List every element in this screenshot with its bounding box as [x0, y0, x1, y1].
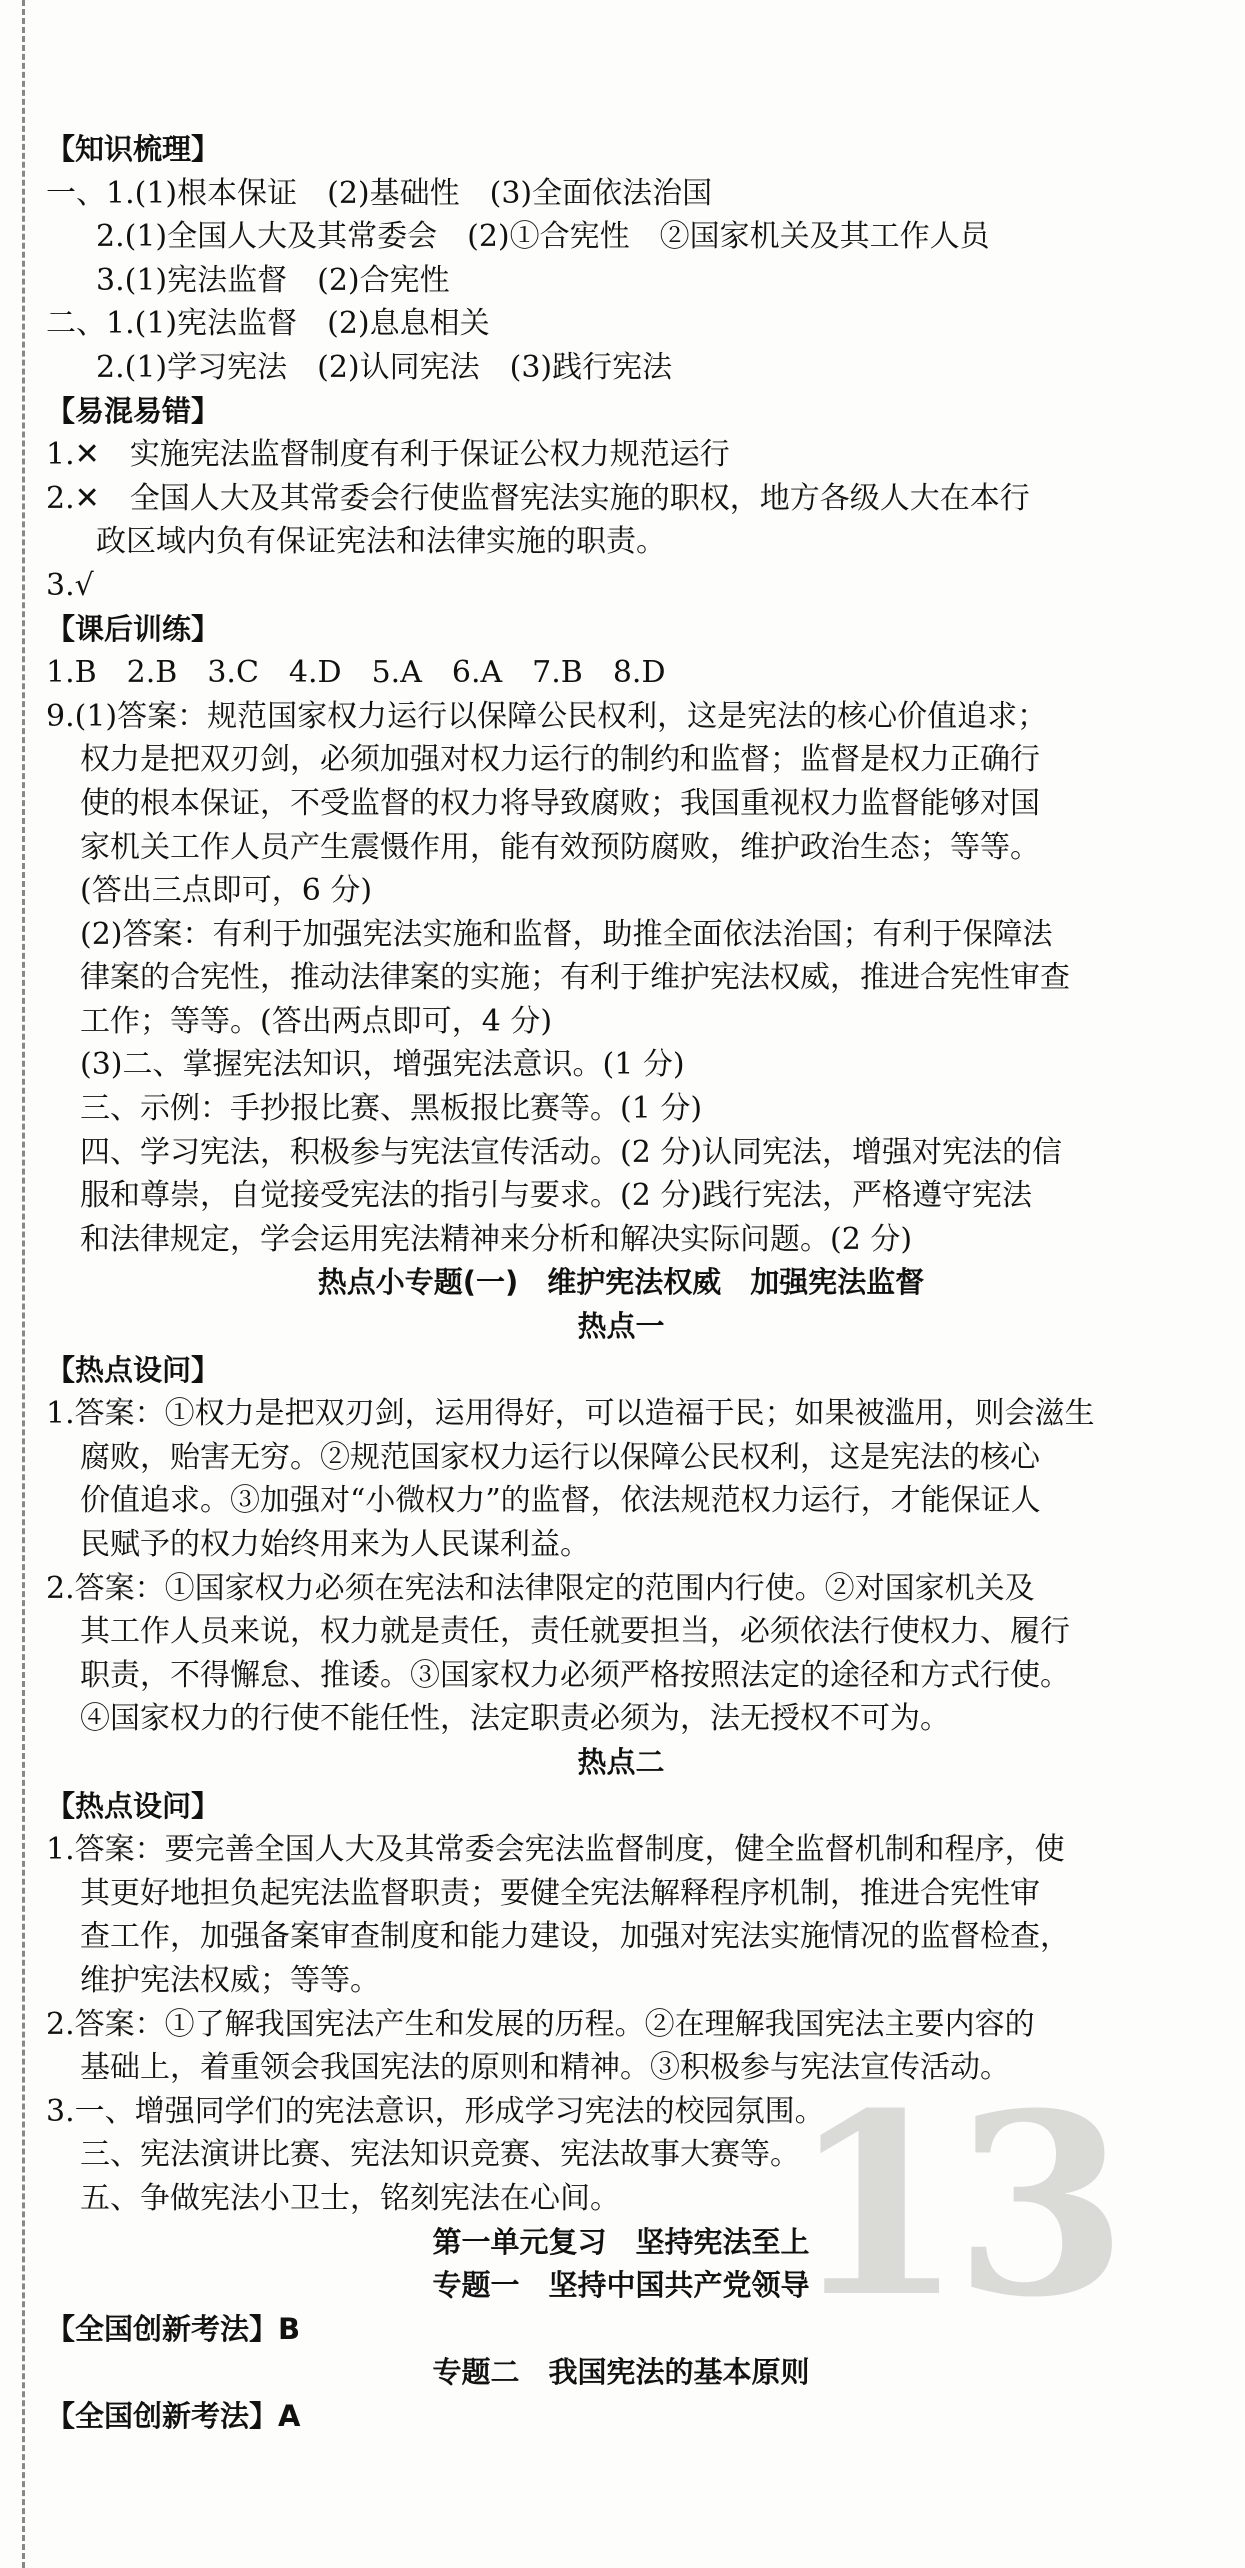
answer-line: 基础上，着重领会我国宪法的原则和精神。③积极参与宪法宣传活动。	[80, 2050, 1010, 2086]
answer-line: 权力是把双刃剑，必须加强对权力运行的制约和监督；监督是权力正确行	[80, 742, 1040, 778]
answer-line: 9.(1)答案：规范国家权力运行以保障公民权利，这是宪法的核心价值追求；	[46, 698, 1048, 734]
answer-text-body	[46, 128, 1196, 2438]
answer-line: 五、争做宪法小卫士，铭刻宪法在心间。	[80, 2180, 620, 2216]
answer-line: 其更好地担负起宪法监督职责；要健全宪法解释程序机制，推进合宪性审	[80, 1875, 1040, 1911]
section-heading: 【热点设问】	[46, 1352, 221, 1387]
topic-title: 热点二	[577, 1744, 665, 1779]
section-heading: 【知识梳理】	[46, 132, 221, 166]
section-heading: 【热点设问】	[46, 1788, 221, 1823]
topic-title: 第一单元复习 坚持宪法至上	[432, 2224, 810, 2259]
answer-line: 服和尊崇，自觉接受宪法的指引与要求。(2 分)践行宪法，严格遵守宪法	[80, 1178, 1033, 1214]
answer-line: 工作；等等。(答出两点即可，4 分)	[80, 1003, 553, 1039]
section-heading: 【全国创新考法】B	[46, 2311, 301, 2346]
topic-title: 热点小专题(一) 维护宪法权威 加强宪法监督	[317, 1265, 925, 1300]
topic-title: 专题一 坚持中国共产党领导	[432, 2268, 810, 2303]
answer-line: 2.答案：①了解我国宪法产生和发展的历程。②在理解我国宪法主要内容的	[46, 2006, 1035, 2042]
topic-title: 专题二 我国宪法的基本原则	[432, 2355, 810, 2390]
answer-line: 1.答案：要完善全国人大及其常委会宪法监督制度，健全监督机制和程序，使	[46, 1832, 1065, 1868]
answer-line: 一、1.(1)根本保证 (2)基础性 (3)全面依法治国	[46, 175, 713, 211]
binding-margin-dashes	[22, 0, 25, 2568]
answer-line: 和法律规定，学会运用宪法精神来分析和解决实际问题。(2 分)	[80, 1221, 913, 1257]
answer-line: 其工作人员来说，权力就是责任，责任就要担当，必须依法行使权力、履行	[80, 1614, 1070, 1650]
answer-line: 家机关工作人员产生震慑作用，能有效预防腐败，维护政治生态；等等。	[80, 829, 1040, 865]
answer-line: 二、1.(1)宪法监督 (2)息息相关	[46, 306, 490, 342]
answer-line: 民赋予的权力始终用来为人民谋利益。	[80, 1527, 590, 1562]
answer-line: 使的根本保证，不受监督的权力将导致腐败；我国重视权力监督能够对国	[80, 785, 1040, 821]
answer-line: 腐败，贻害无穷。②规范国家权力运行以保障公民权利，这是宪法的核心	[80, 1439, 1040, 1475]
answer-line: 四、学习宪法，积极参与宪法宣传活动。(2 分)认同宪法，增强对宪法的信	[80, 1134, 1063, 1170]
answer-line: (答出三点即可，6 分)	[80, 873, 373, 909]
answer-line: 政区域内负有保证宪法和法律实施的职责。	[96, 524, 666, 560]
page-number-watermark: 13	[790, 2058, 1118, 2352]
section-heading: 【课后训练】	[46, 611, 221, 646]
section-heading: 【易混易错】	[46, 393, 221, 428]
answer-line: 3.一、增强同学们的宪法意识，形成学习宪法的校园氛围。	[46, 2093, 825, 2129]
answer-line: 查工作，加强备案审查制度和能力建设，加强对宪法实施情况的监督检查，	[80, 1919, 1070, 1955]
answer-line: 律案的合宪性，推动法律案的实施；有利于维护宪法权威，推进合宪性审查	[80, 960, 1070, 996]
answer-line: 2.✕ 全国人大及其常委会行使监督宪法实施的职权，地方各级人大在本行	[46, 480, 1030, 516]
answer-line: 1.B 2.B 3.C 4.D 5.A 6.A 7.B 8.D	[46, 655, 666, 691]
answer-line: 3.(1)宪法监督 (2)合宪性	[96, 262, 450, 298]
answer-line: 3.√	[46, 567, 94, 603]
answer-line: 2.(1)全国人大及其常委会 (2)①合宪性 ②国家机关及其工作人员	[96, 219, 990, 255]
answer-line: 1.答案：①权力是把双刃剑，运用得好，可以造福于民；如果被滥用，则会滋生	[46, 1396, 1095, 1432]
answer-line: (3)二、掌握宪法知识，增强宪法意识。(1 分)	[80, 1047, 685, 1083]
answer-line: ④国家权力的行使不能任性，法定职责必须为，法无授权不可为。	[80, 1701, 950, 1737]
section-heading: 【全国创新考法】A	[46, 2398, 301, 2433]
answer-line: 价值追求。③加强对“小微权力”的监督，依法规范权力运行，才能保证人	[80, 1483, 1041, 1519]
answer-line: (2)答案：有利于加强宪法实施和监督，助推全面依法治国；有利于保障法	[80, 916, 1053, 952]
answer-line: 2.(1)学习宪法 (2)认同宪法 (3)践行宪法	[96, 349, 673, 385]
answer-line: 三、宪法演讲比赛、宪法知识竞赛、宪法故事大赛等。	[80, 2137, 800, 2173]
answer-line: 1.✕ 实施宪法监督制度有利于保证公权力规范运行	[46, 437, 730, 473]
topic-title: 热点一	[577, 1309, 665, 1344]
answer-line: 三、示例：手抄报比赛、黑板报比赛等。(1 分)	[80, 1091, 703, 1127]
answer-line: 职责，不得懈怠、推诿。③国家权力必须严格按照法定的途径和方式行使。	[80, 1657, 1070, 1693]
answer-line: 2.答案：①国家权力必须在宪法和法律限定的范围内行使。②对国家机关及	[46, 1570, 1035, 1606]
answer-line: 维护宪法权威；等等。	[80, 1962, 380, 1998]
